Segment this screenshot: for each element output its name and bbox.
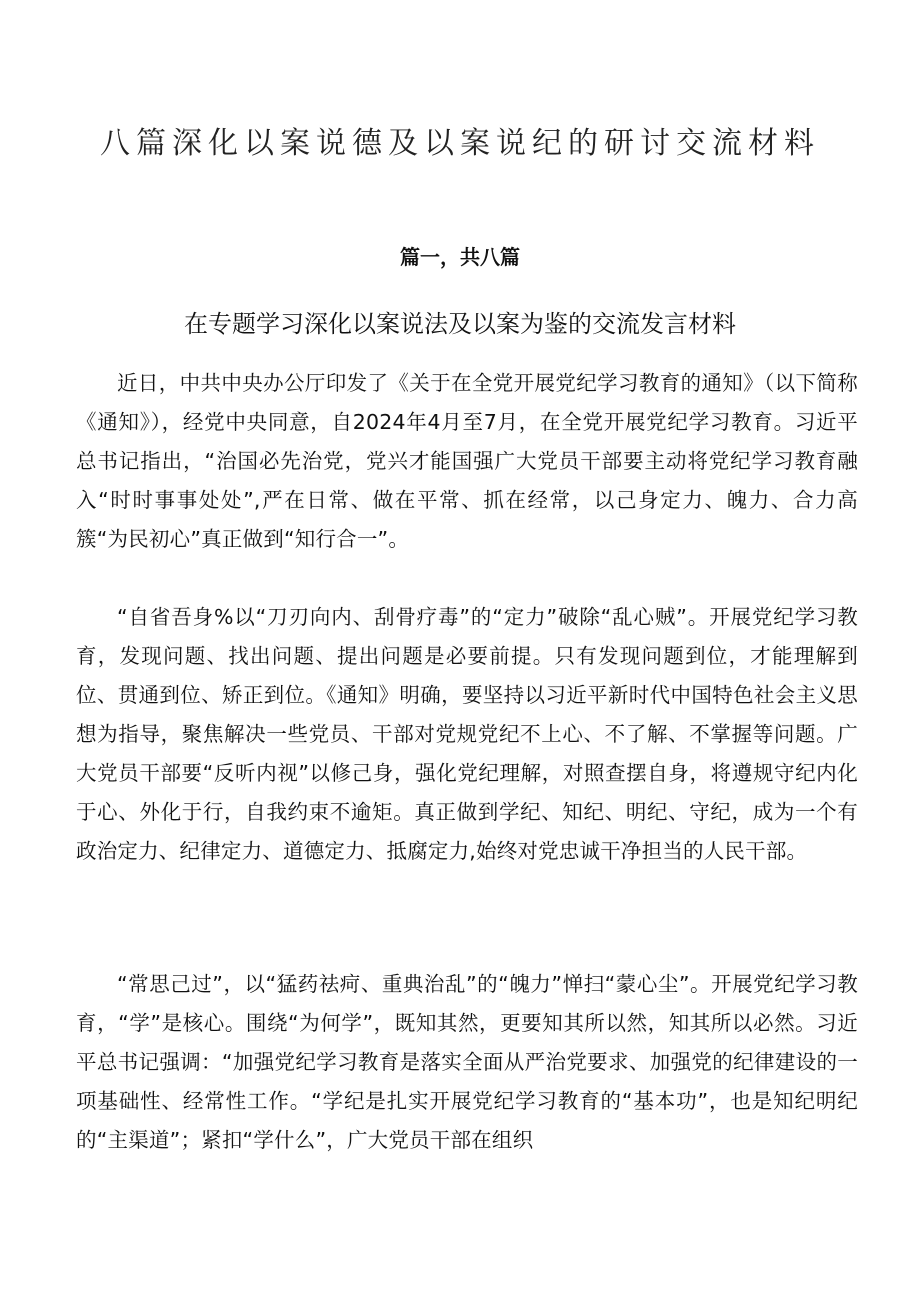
body-paragraph-3: “常思己过”，以“猛药祛疴、重典治乱”的“魄力”惮扫“蒙心尘”。开展党纪学习教育，“学”是核心。围绕“为何学”，既知其然，更要知其所以然，知其所以必然。习近平总书记强调：“加强党纪学习教育是落实全面从严治党要求、加强党的纪律建设的一项基础性、经常性工作。“学纪是扎实开展党纪学习教育的“基本功”，也是知纪明纪的“主渠道”；紧扣“学什么”，广大党员干部在组织: [76, 972, 858, 1152]
body-paragraph-1: 近日，中共中央办公厅印发了《关于在全党开展党纪学习教育的通知》（以下简称《通知》），经党中央同意，自2024年4月至7月，在全党开展党纪学习教育。习近平总书记指出，“治国必先治党，党兴才能国强广大党员干部要主动将党纪学习教育融入“时时事事处处”,严在日常、做在平常、抓在经常，以己身定力、魄力、合力高簇“为民初心”真正做到“知行合一”。: [76, 371, 858, 551]
body-paragraph-2: “自省吾身%以“刀刃向内、刮骨疗毒”的“定力”破除“乱心贼”。开展党纪学习教育，发现问题、找出问题、提出问题是必要前提。只有发现问题到位，才能理解到位、贯通到位、矫正到位。《通知》明确，要坚持以习近平新时代中国特色社会主义思想为指导，聚焦解决一些党员、干部对党规党纪不上心、不了解、不掌握等问题。广大党员干部要“反听内视”以修己身，强化党纪理解，对照查摆自身，将遵规守纪内化于心、外化于行，自我约束不逾矩。真正做到学纪、知纪、明纪、守纪，成为一个有政治定力、纪律定力、道德定力、抵腐定力,始终对党忠诚干净担当的人民干部。: [76, 605, 858, 863]
section-title: 在专题学习深化以案说法及以案为鉴的交流发言材料: [184, 310, 736, 338]
document-title: 八篇深化以案说德及以案说纪的研讨交流材料: [100, 126, 820, 161]
chapter-label: 篇一，共八篇: [400, 245, 520, 269]
